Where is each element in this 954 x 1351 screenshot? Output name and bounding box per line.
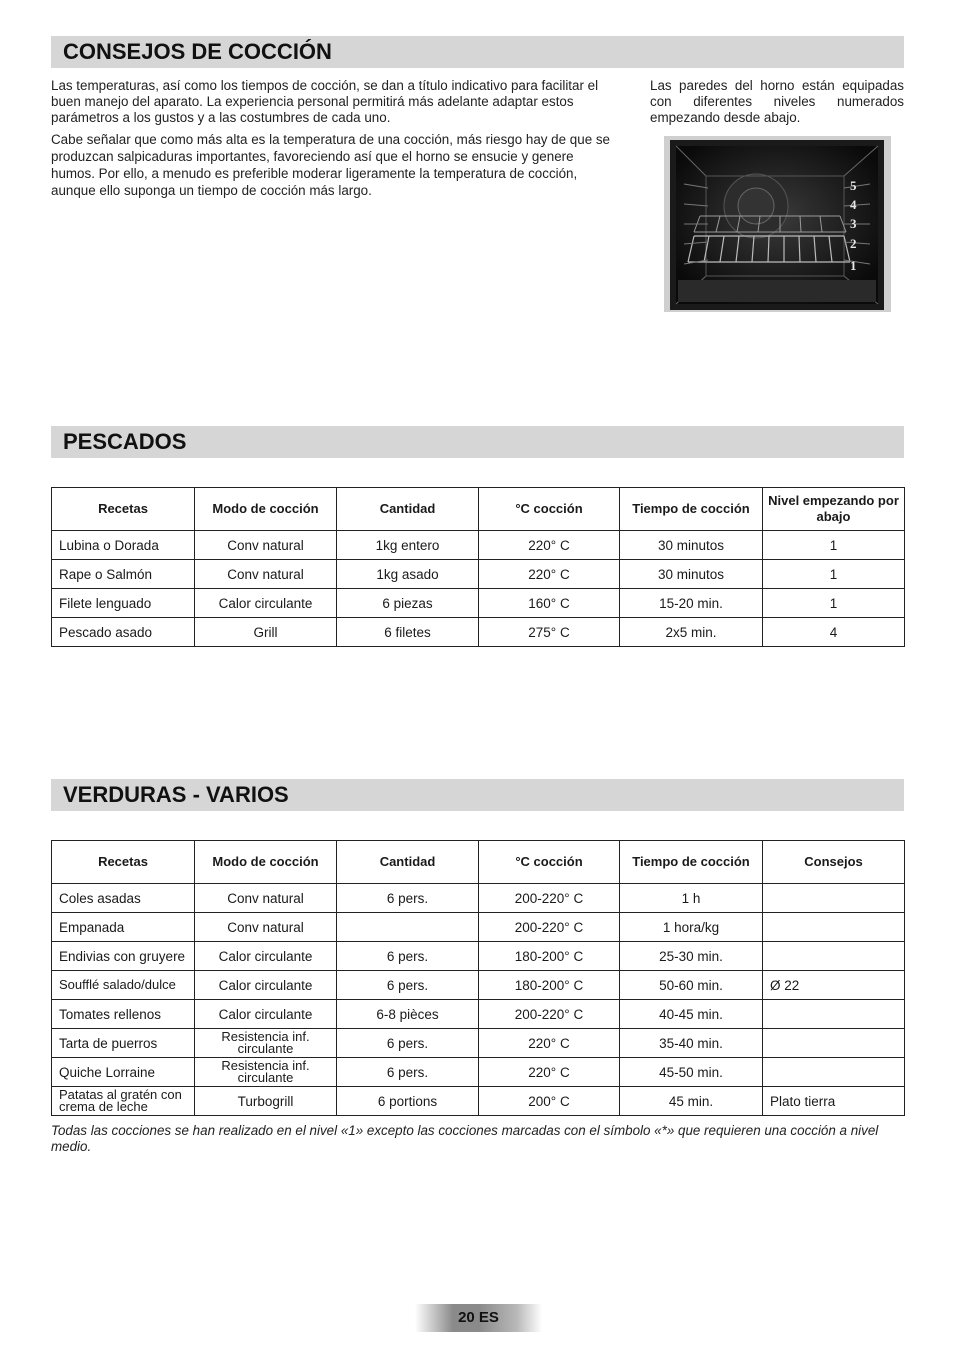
cell-tiempo: 25-30 min. [620,942,763,971]
cell-consejos: Plato tierra [763,1087,905,1116]
cell-tiempo: 1 hora/kg [620,913,763,942]
cell-tiempo: 2x5 min. [620,618,763,647]
cell-cantidad: 6 filetes [337,618,479,647]
cell-consejos [763,1058,905,1087]
section-header-verduras [51,779,904,811]
cell-receta: Rape o Salmón [52,560,195,589]
cell-receta: Coles asadas [52,884,195,913]
cell-temperatura: 220° C [479,1058,620,1087]
table-row [52,618,905,647]
page-number-badge [415,1304,542,1332]
cell-modo: Resistencia inf. circulante [195,1029,337,1058]
column-header-recetas: Recetas [52,841,195,884]
table-row [52,1029,905,1058]
cell-modo: Conv natural [195,913,337,942]
table-header-row [52,841,905,884]
cell-consejos [763,1000,905,1029]
cell-consejos [763,884,905,913]
section-title: VERDURAS - VARIOS [63,782,289,807]
cell-modo: Calor circulante [195,971,337,1000]
oven-level-number: 1 [850,258,857,273]
column-header-tiempo: Tiempo de cocción [620,841,763,884]
column-header-temperatura: °C cocción [479,841,620,884]
oven-level-number: 4 [850,197,857,212]
cell-tiempo: 35-40 min. [620,1029,763,1058]
cell-tiempo: 50-60 min. [620,971,763,1000]
cell-tiempo: 15-20 min. [620,589,763,618]
column-header-cantidad: Cantidad [337,841,479,884]
cell-modo: Turbogrill [195,1087,337,1116]
cell-receta: Quiche Lorraine [52,1058,195,1087]
cell-modo: Conv natural [195,531,337,560]
oven-level-number: 2 [850,236,857,251]
table-row [52,560,905,589]
cell-cantidad: 6 portions [337,1087,479,1116]
column-header-modo: Modo de cocción [195,841,337,884]
cell-receta: Endivias con gruyere [52,942,195,971]
cell-temperatura: 220° C [479,531,620,560]
intro-paragraph: Las temperaturas, así como los tiempos de cocción, se dan a título indicativo para facilitar el buen manejo del aparato. La experiencia personal permitirá más adelante adaptar estos parámetros a los gustos y a las costumbres de cada uno. [51,78,599,125]
column-header-temperatura: °C cocción [479,488,620,531]
cell-temperatura: 180-200° C [479,971,620,1000]
cell-receta: Soufflé salado/dulce [52,971,195,1000]
cell-consejos [763,942,905,971]
table-row [52,589,905,618]
cell-receta: Filete lenguado [52,589,195,618]
cell-receta: Tomates rellenos [52,1000,195,1029]
cell-tiempo: 30 minutos [620,560,763,589]
table-row [52,942,905,971]
cell-modo: Calor circulante [195,589,337,618]
table-row [52,1058,905,1087]
table-row [52,531,905,560]
cell-modo: Grill [195,618,337,647]
footnote: Todas las cocciones se han realizado en el nivel «1» excepto las cocciones marcadas con el símbolo «*» que requieren una cocción a nivel medio. [51,1123,879,1154]
cell-tiempo: 40-45 min. [620,1000,763,1029]
cell-receta: Empanada [52,913,195,942]
cell-cantidad: 1kg asado [337,560,479,589]
cell-cantidad: 6-8 pièces [337,1000,479,1029]
cell-tiempo: 30 minutos [620,531,763,560]
pescados-table [51,487,905,647]
cell-cantidad: 6 pers. [337,1058,479,1087]
cell-temperatura: 160° C [479,589,620,618]
section-title: PESCADOS [63,429,187,454]
cell-modo: Calor circulante [195,942,337,971]
column-header-consejos: Consejos [763,841,905,884]
cell-temperatura: 275° C [479,618,620,647]
oven-level-number: 5 [850,178,857,193]
column-header-recetas: Recetas [52,488,195,531]
cell-receta: Lubina o Dorada [52,531,195,560]
cell-temperatura: 200° C [479,1087,620,1116]
section-header-pescados [51,426,904,458]
cell-cantidad [337,913,479,942]
cell-temperatura: 200-220° C [479,884,620,913]
cell-nivel: 4 [763,618,905,647]
cell-temperatura: 220° C [479,560,620,589]
oven-interior-photo [664,136,891,312]
cell-modo: Conv natural [195,560,337,589]
cell-temperatura: 200-220° C [479,913,620,942]
cell-modo: Conv natural [195,884,337,913]
cell-receta: Pescado asado [52,618,195,647]
cell-modo: Calor circulante [195,1000,337,1029]
table-row [52,913,905,942]
column-header-tiempo: Tiempo de cocción [620,488,763,531]
oven-levels-text: Las paredes del horno están equipadas con diferentes niveles numerados empezando desde abajo. [650,78,904,125]
cell-cantidad: 6 pers. [337,1029,479,1058]
cell-tiempo: 1 h [620,884,763,913]
cell-temperatura: 220° C [479,1029,620,1058]
cell-nivel: 1 [763,560,905,589]
table-row [52,1087,905,1116]
cell-cantidad: 6 pers. [337,884,479,913]
cell-modo: Resistencia inf. circulante [195,1058,337,1087]
cell-cantidad: 6 pers. [337,942,479,971]
cell-cantidad: 1kg entero [337,531,479,560]
section-title: CONSEJOS DE COCCIÓN [63,39,332,64]
temperature-advice-paragraph: Cabe señalar que como más alta es la temperatura de una cocción, más riesgo hay de que se produzcan salpicaduras importantes, favoreciendo así que el horno se ensucie y genere humos. Por ello, a menudo es preferible moderar ligeramente la temperatura de cocción, aunque ello suponga un tiempo de cocción más largo. [51,132,611,198]
cell-consejos: Ø 22 [763,971,905,1000]
page-number: 20 ES [458,1309,499,1326]
cell-cantidad: 6 pers. [337,971,479,1000]
cell-nivel: 1 [763,531,905,560]
verduras-table [51,840,905,1116]
oven-level-number: 3 [850,216,857,231]
cell-tiempo: 45 min. [620,1087,763,1116]
column-header-cantidad: Cantidad [337,488,479,531]
table-row [52,1000,905,1029]
column-header-modo: Modo de cocción [195,488,337,531]
cell-nivel: 1 [763,589,905,618]
column-header-nivel: Nivel empezando por abajo [763,488,905,531]
cell-cantidad: 6 piezas [337,589,479,618]
cell-temperatura: 200-220° C [479,1000,620,1029]
cell-tiempo: 45-50 min. [620,1058,763,1087]
table-header-row [52,488,905,531]
cell-receta: Patatas al gratén con crema de leche [52,1087,195,1116]
table-row [52,971,905,1000]
cell-consejos [763,1029,905,1058]
section-header-consejos [51,36,904,68]
oven-illustration [664,136,891,312]
cell-consejos [763,913,905,942]
cell-receta: Tarta de puerros [52,1029,195,1058]
table-row [52,884,905,913]
cell-temperatura: 180-200° C [479,942,620,971]
